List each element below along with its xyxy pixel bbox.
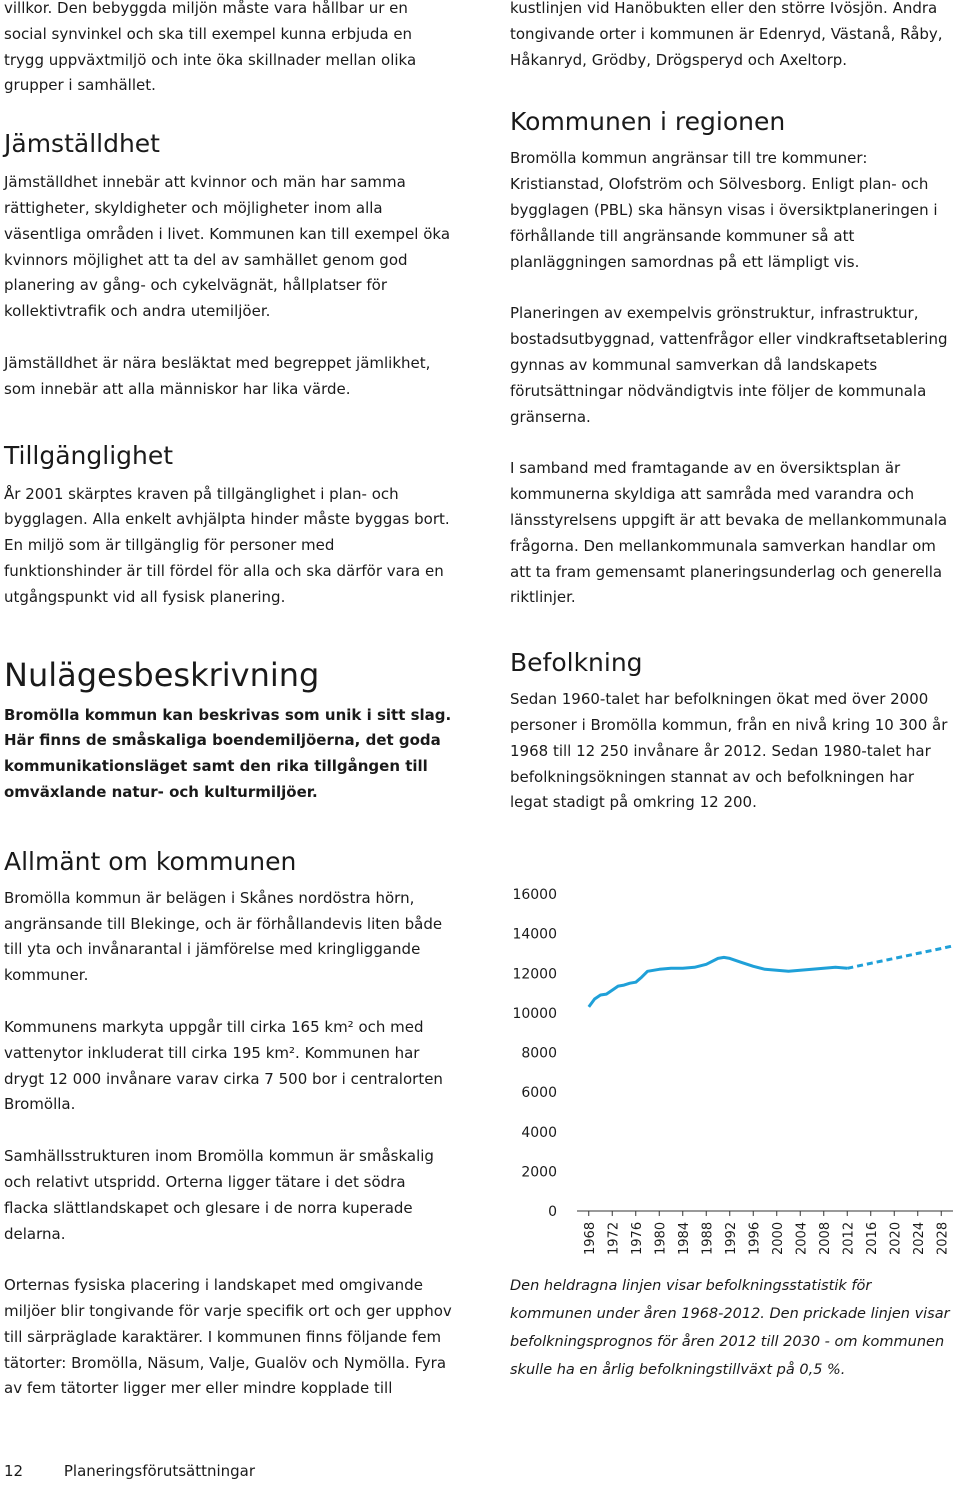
x-tick-label-1980: 1980 [653,1221,669,1255]
x-tick-label-2004: 2004 [794,1221,810,1255]
befolkning-heading: Befolkning [510,648,643,678]
page-number: 12 [4,1462,24,1480]
tillganglighet-heading: Tillgänglighet [4,440,174,470]
y-tick-label-14000: 14000 [512,926,557,943]
regionen-paragraph-2: Planeringen av exempelvis grönstruktur, infrastruktur, bostadsutbyggnad, vattenfrågor eller vindkraftsetablering gynnas av kommunal samverkan då landskapets förutsättningar nödvändigtvis inte följer de kommunala gränserna. [510,304,948,426]
y-tick-label-2000: 2000 [521,1164,557,1181]
population-chart [505,878,955,1273]
y-tick-label-6000: 6000 [521,1085,557,1102]
footer-section-title: Planeringsförutsättningar [63,1462,256,1480]
x-tick-label-1996: 1996 [747,1221,763,1255]
x-tick-label-2008: 2008 [817,1221,833,1255]
right-column [510,0,956,816]
regionen-paragraph-1: Bromölla kommun angränsar till tre kommuner: Kristianstad, Olofström och Sölvesborg. Enligt plan- och bygglagen (PBL) ska hänsyn visas i översiktplaneringen i förhållande till angränsande kommuner så att planläggningen samordnas på ett lämpligt vis. [510,149,938,271]
allmant-paragraph-1: Bromölla kommun är belägen i Skånes nordöstra hörn, angränsande till Blekinge, och är förhållandevis liten både till yta och invånarantal i jämförelse med kringliggande kommuner. [4,888,443,985]
y-tick-label-0: 0 [548,1204,557,1220]
right-intro: kustlinjen vid Hanöbukten eller den större Ivösjön. Andra tongivande orter i kommunen är Edenryd, Västanå, Råby, Håkanryd, Grödby, Drögsperyd och Axeltorp. [510,0,943,69]
series-line-prognos [847,946,953,968]
y-tick-label-8000: 8000 [521,1045,557,1062]
allmant-heading: Allmänt om kommunen [4,846,297,876]
y-tick-label-16000: 16000 [512,887,557,903]
chart-caption: Den heldragna linjen visar befolkningsstatistik för kommunen under åren 1968-2012. Den prickade linjen visar befolkningsprognos för åren 2012 till 2030 - om kommunen skulle ha en årlig befolkningstillväxt på 0,5 %. [510,1278,950,1378]
chart-y-tick-labels [512,887,557,1220]
x-tick-label-1968: 1968 [582,1221,598,1255]
tillganglighet-paragraph: År 2001 skärptes kraven på tillgänglighet i plan- och bygglagen. Alla enkelt avhjälpta hinder måste byggas bort. En miljö som är tillgänglig för personer med funktionshinder är till fördel för alla och ska därför vara en utgångspunkt vid all fysisk planering. [4,484,450,606]
nulagesbeskrivning-heading: Nulägesbeskrivning [4,655,320,694]
x-tick-label-2028: 2028 [935,1221,951,1255]
x-tick-label-1984: 1984 [676,1221,692,1255]
befolkning-paragraph: Sedan 1960-talet har befolkningen ökat med över 2000 personer i Bromölla kommun, från en nivå kring 10 300 år 1968 till 12 250 invånare år 2012. Sedan 1980-talet har befolkningsökningen stannat av och befolkningen har legat stadigt på omkring 12 200. [510,690,948,812]
chart-series [589,946,953,1007]
x-tick-label-1992: 1992 [723,1221,739,1255]
x-tick-label-2012: 2012 [841,1221,857,1255]
x-tick-label-2016: 2016 [864,1221,880,1255]
allmant-paragraph-4: Orternas fysiska placering i landskapet med omgivande miljöer blir tongivande för varje specifik ort och ger upphov till särpräglade karaktärer. I kommunen finns följande fem tätorter: Bromölla, Näsum, Valje, Gualöv och Nymölla. Fyra av fem tätorter ligger mer eller mindre kopplade till [4,1276,452,1398]
x-tick-label-2024: 2024 [911,1221,927,1255]
x-tick-label-1976: 1976 [629,1221,645,1255]
left-intro: villkor. Den bebyggda miljön måste vara hållbar ur en social synvinkel och ska till exempel kunna erbjuda en trygg uppväxtmiljö och inte öka skillnader mellan olika grupper i samhället. [4,0,417,95]
x-tick-label-2000: 2000 [770,1221,786,1255]
regionen-paragraph-3: I samband med framtagande av en översiktsplan är kommunerna skyldiga att samråda med varandra och länsstyrelsens uppgift är att bevaka de mellankommunala frågorna. Den mellankommunala samverkan handlar om att ta fram gemensamt planeringsunderlag och generella riktlinjer. [510,459,948,607]
x-tick-label-1988: 1988 [700,1221,716,1255]
chart-x-tick-labels [583,1211,951,1255]
nulage-lead-paragraph: Bromölla kommun kan beskrivas som unik i sitt slag. Här finns de småskaliga boendemiljöerna, det goda kommunikationsläget samt den rika tillgången till omväxlande natur- och kulturmiljöer. [4,705,452,801]
y-tick-label-4000: 4000 [521,1124,557,1141]
x-tick-label-1972: 1972 [606,1221,622,1255]
series-line-statistik [589,957,848,1007]
regionen-heading: Kommunen i regionen [510,107,786,137]
jamstalldhet-heading: Jämställdhet [4,129,160,159]
jamstalldhet-paragraph-1: Jämställdhet innebär att kvinnor och män har samma rättigheter, skyldigheter och möjligheter inom alla väsentliga områden i livet. Kommunen kan till exempel öka kvinnors möjlighet att ta del av samhället genom god planering av gång- och cykelvägnät, hållplatser för kollektivtrafik och andra utemiljöer. [4,173,451,321]
left-column [4,0,454,1402]
allmant-paragraph-2: Kommunens markyta uppgår till cirka 165 km² och med vattenytor inkluderat till cirka 195 km². Kommunen har drygt 12 000 invånare varav cirka 7 500 bor i centralorten Bromölla. [4,1017,443,1114]
y-tick-label-12000: 12000 [512,966,557,983]
allmant-paragraph-3: Samhällsstrukturen inom Bromölla kommun är småskalig och relativt utspridd. Orterna ligger tätare i det södra flacka slättlandskapet och glesare i de norra kuperade delarna. [4,1147,434,1243]
page-footer [4,1462,291,1480]
jamstalldhet-paragraph-2: Jämställdhet är nära besläktat med begreppet jämlikhet, som innebär att alla människor har lika värde. [4,353,431,398]
y-tick-label-10000: 10000 [512,1005,557,1022]
x-tick-label-2020: 2020 [888,1221,904,1255]
